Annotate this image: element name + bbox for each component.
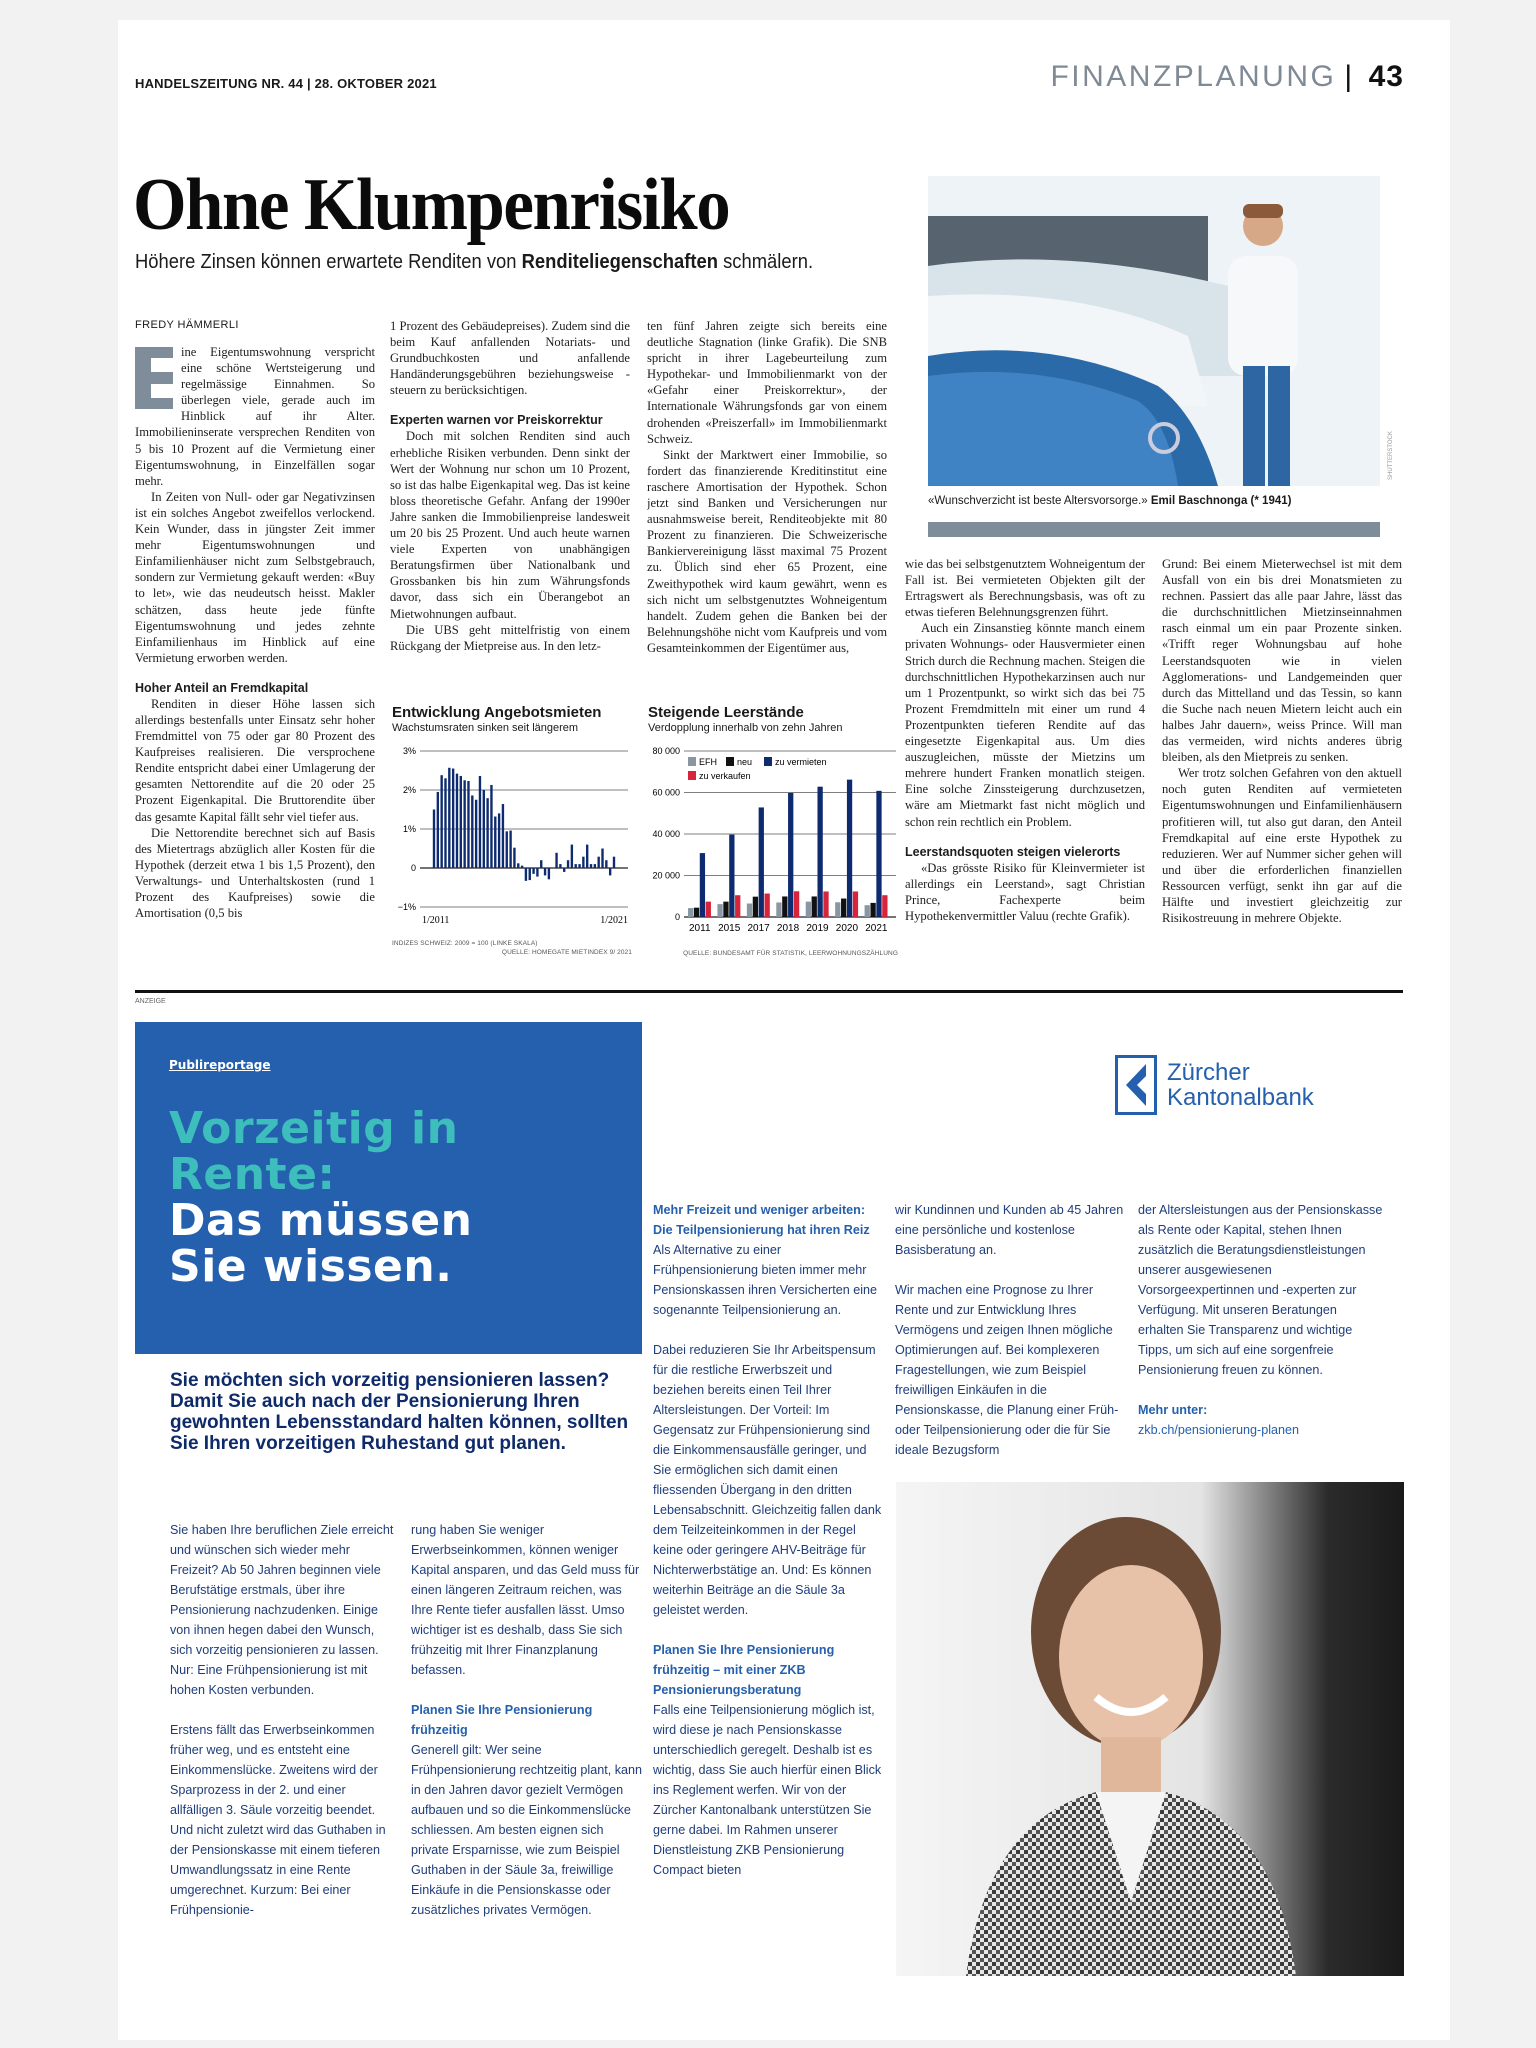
bar bbox=[490, 785, 492, 868]
byline: FREDY HÄMMERLI bbox=[135, 319, 239, 331]
bar bbox=[536, 868, 538, 877]
chart-title: Entwicklung Angebotsmieten bbox=[392, 704, 602, 721]
article-column-1 bbox=[135, 344, 375, 982]
bar bbox=[483, 790, 485, 868]
x-tick-label: 1/2011 bbox=[422, 915, 450, 926]
y-tick-label: 40 000 bbox=[652, 829, 680, 839]
bar bbox=[502, 804, 504, 868]
chart-note: INDIZES SCHWEIZ: 2009 = 100 (LINKE SKALA) bbox=[392, 940, 538, 947]
more-label: Mehr unter: bbox=[1138, 1403, 1208, 1417]
ad-column-5 bbox=[1138, 1200, 1383, 1440]
paragraph: Renditen in dieser Höhe lassen sich allerdings bestenfalls unter Einsatz sehr hoher Fremdmittel von 75 oder gar 80 Prozent des Kaufpreises realisieren. Die versprochene Rendite entspricht dabei einer Umlagerung der gesamten Nettorendite auf die 20 oder 25 Prozent Eigenkapital. Die Bruttorendite über das gesamte Kapital fällt sehr viel tiefer aus. bbox=[135, 696, 375, 824]
bar-zu-verkaufen bbox=[765, 894, 770, 917]
legend-swatch bbox=[688, 757, 696, 766]
bar bbox=[559, 864, 561, 868]
ad-headline-white bbox=[169, 1195, 473, 1292]
bar-neu bbox=[723, 902, 728, 917]
legend-label: zu vermieten bbox=[775, 757, 827, 767]
bar-zu-verkaufen bbox=[735, 895, 740, 917]
subheading: Planen Sie Ihre Pensionierung frühzeitig – mit einer ZKB Pensionierungsberatung bbox=[653, 1643, 835, 1697]
paragraph: ten fünf Jahren zeigte sich bereits eine deutliche Stagnation (linke Grafik). Die SNB spricht in ihrer Lagebeurteilung zum Hypothekar- und Immobilienmarkt von der «Gefahr einer Preiskorrektur», der Internationale Währungsfonds gar von einem drohenden «Preiszerfall» im Immobilienmarkt Schweiz. bbox=[647, 319, 887, 446]
ad-column-4 bbox=[895, 1200, 1127, 1460]
ad-headline-teal bbox=[169, 1103, 459, 1200]
bar-neu bbox=[694, 908, 699, 917]
bar bbox=[525, 868, 527, 881]
bar bbox=[467, 781, 469, 868]
x-tick-label: 2019 bbox=[806, 923, 829, 934]
ad-label: ANZEIGE bbox=[135, 998, 166, 1005]
legend-label: neu bbox=[737, 757, 753, 767]
bar bbox=[594, 864, 596, 868]
paragraph-text: ine Eigentumswohnung verspricht eine schöne Wertsteigerung und regelmässige Einnahmen. So überlegen viele, gerade auch im Hinblick auf ihr Alter. Immobilieninserate versprechen Renditen von 5 bis 10 Prozent auf die Vermietung einer Eigentumswohnung, in Einzelfällen sogar mehr. bbox=[135, 345, 375, 488]
paragraph: wie das bei selbstgenutztem Wohneigentum der Fall ist. Bei vermieteten Objekten gilt der Ertragswert als Berechnungsbasis, was oft zu etwas tieferen Belehnungsgrenzen führt. bbox=[905, 557, 1145, 620]
bar-neu bbox=[812, 896, 817, 917]
ad-column-2 bbox=[411, 1520, 643, 1920]
section-divider: | bbox=[1344, 60, 1355, 93]
subheading: Planen Sie Ihre Pensionierung frühzeitig bbox=[411, 1703, 593, 1737]
y-tick-label: 1% bbox=[402, 824, 416, 834]
paragraph: der Altersleistungen aus der Pensionskasse als Rente oder Kapital, stehen Ihnen zusätzlich die Beratungsdienstleistungen unserer ausgewiesenen Vorsorgeexpertinnen und -experten zur Verfügung. Mit unseren Beratungen erhalten Sie Transparenz und wichtige Tipps, um sich auf eine sorgenfreie Pensionierung freuen zu können. bbox=[1138, 1203, 1383, 1377]
ad-tag: Publireportage bbox=[169, 1058, 271, 1072]
x-tick-label: 2015 bbox=[718, 923, 741, 934]
chart-subtitle: Wachstumsraten sinken seit längerem bbox=[392, 722, 579, 734]
y-tick-label: 20 000 bbox=[652, 870, 680, 881]
decorative-bar bbox=[928, 522, 1380, 537]
bar-zu-vermieten bbox=[788, 793, 793, 917]
bar bbox=[456, 774, 458, 868]
bar bbox=[521, 866, 523, 868]
subheading: Leerstandsquoten steigen vielerorts bbox=[905, 844, 1121, 859]
bar bbox=[471, 795, 473, 868]
x-tick-label: 2018 bbox=[776, 923, 800, 934]
chart-plot bbox=[392, 741, 632, 937]
paragraph: rung haben Sie weniger Erwerbseinkommen, können weniger Kapital ansparen, und das Geld muss für einen längeren Zeitraum reichen, was Ihre Rente tiefer ausfallen lässt. Umso wichtiger ist es deshalb, dass Sie sich frühzeitig mit Ihrer Finanzplanung befassen. bbox=[411, 1523, 640, 1677]
bar bbox=[578, 864, 580, 868]
bar bbox=[567, 860, 569, 868]
subheading: Hoher Anteil an Fremdkapital bbox=[135, 680, 309, 695]
photo-caption bbox=[928, 494, 1380, 508]
article-column-4 bbox=[905, 556, 1145, 984]
bar bbox=[498, 813, 500, 868]
y-tick-label: 0 bbox=[674, 912, 680, 922]
bar-zu-verkaufen bbox=[794, 891, 799, 917]
bar-EFH bbox=[806, 902, 811, 917]
article-subhead bbox=[135, 250, 813, 274]
paragraph: Doch mit solchen Renditen sind auch erhebliche Risiken verbunden. Denn sinkt der Wert der Wohnung nur schon um 10 Prozent, so ist das halbe Eigenkapital weg. Das ist keine bloss theoretische Gefahr. Anfang der 1990er Jahre sanken die Immobilienpreise landesweit um 20 bis 25 Prozent. Und auch heute warnen viele Experten von unabhängigen Beratungsfirmen über Nationalbank und Grossbanken bis hin zum Währungsfonds davor, dass sich ein Überangebot an Mietwohnungen aufbaut. bbox=[390, 429, 630, 621]
paragraph: 1 Prozent des Gebäudepreises). Zudem sind die beim Kauf anfallenden Notariats- und Grundbuchkosten und anfallende Handänderungsgebühren beziehungsweise -steuern zu berücksichtigen. bbox=[390, 319, 630, 398]
paragraph: Grund: Bei einem Mieterwechsel ist mit dem Ausfall von ein bis drei Monatsmieten zu rechnen. Passiert das alle paar Jahre, lässt das die durchschnittlichen Mietzinseinnahmen rasch einmal um ein paar Prozente sinken. «Trifft reger Wohnungsbau auf hohe Leerstandsquoten wie in vielen Agglomerations- und Landgemeinden quer durch das Mittelland und das Tessin, so kann die Suche nach neuen Mietern leicht auch ein halbes Jahr dauern», weiss Prince. Will man das vermeiden, wird nichts anderes übrig bleiben, als den Mietpreis zu senken. bbox=[1162, 557, 1402, 765]
bar-zu-vermieten bbox=[876, 791, 881, 917]
bar bbox=[590, 864, 592, 868]
bar-zu-vermieten bbox=[817, 787, 822, 917]
headline-line: Das müssen bbox=[169, 1195, 473, 1246]
ad-headline-box bbox=[135, 1022, 642, 1354]
zkb-wordmark bbox=[1167, 1060, 1314, 1110]
bar bbox=[605, 860, 607, 868]
bar-zu-verkaufen bbox=[706, 902, 711, 917]
bar-zu-verkaufen bbox=[823, 891, 828, 917]
bar-zu-vermieten bbox=[759, 807, 764, 917]
bar-EFH bbox=[776, 902, 781, 917]
photo-illustration bbox=[928, 176, 1380, 486]
paragraph: Als Alternative zu einer Frühpensionierung bieten immer mehr Pensionskassen ihren Versicherten eine sogenannte Teilpensionierung an. bbox=[653, 1243, 878, 1317]
bar bbox=[548, 868, 550, 879]
bar bbox=[448, 768, 450, 868]
legend-label: zu verkaufen bbox=[699, 771, 751, 781]
y-tick-label: 80 000 bbox=[652, 746, 680, 756]
bar-EFH bbox=[747, 904, 752, 917]
article-headline: Ohne Klumpenrisiko bbox=[133, 164, 730, 246]
bar bbox=[609, 868, 611, 875]
bar bbox=[552, 868, 554, 869]
y-tick-label: 60 000 bbox=[652, 787, 680, 798]
paragraph: Die Nettorendite berechnet sich auf Basis des Mietertrags abzüglich aller Kosten für die Hypothek (derzeit etwa 1 bis 1,5 Prozent), den Verwaltungs- und Unterhaltskosten (rund 1 Prozent des Kaufpreises) sowie die Amortisation (0,5 bis bbox=[135, 825, 375, 921]
paragraph: «Das grösste Risiko für Kleinvermieter ist allerdings ein Leerstand», sagt Christian Prince, Fachexperte beim Hypothekenvermittler Valuu (rechte Grafik). bbox=[905, 860, 1145, 923]
legend-label: EFH bbox=[699, 757, 717, 767]
bar bbox=[601, 849, 603, 869]
headline-line: Vorzeitig in bbox=[169, 1103, 459, 1154]
bar-zu-vermieten bbox=[847, 780, 852, 917]
chart-leerstaende bbox=[648, 704, 898, 958]
bar bbox=[613, 857, 615, 868]
ad-lead: Sie möchten sich vorzeitig pensionieren lassen? Damit Sie auch nach der Pensionierung Ihren gewohnten Lebensstandard halten können, sollten Sie Ihren vorzeitigen Ruhestand gut planen. bbox=[170, 1370, 629, 1454]
bar bbox=[509, 831, 511, 868]
bar bbox=[460, 776, 462, 868]
bar bbox=[540, 860, 542, 868]
bar bbox=[529, 868, 531, 880]
paragraph: Wir machen eine Prognose zu Ihrer Rente und zur Entwicklung Ihres Vermögens und zeigen Ihnen mögliche Optimierungen auf. Bei komplexeren Fragestellungen, wie zum Beispiel freiwilligen Einkäufen in die Pensionskasse, die Planung einer Früh- oder Teilpensionierung oder die für Sie ideale Bezugsform bbox=[895, 1283, 1119, 1457]
bar-zu-verkaufen bbox=[853, 891, 858, 917]
bar-zu-verkaufen bbox=[882, 895, 887, 917]
masthead: HANDELSZEITUNG NR. 44 | 28. OKTOBER 2021 bbox=[135, 76, 437, 91]
bar bbox=[544, 868, 546, 875]
bar-zu-vermieten bbox=[700, 853, 705, 917]
y-tick-label: 2% bbox=[402, 785, 416, 795]
chart-subtitle: Verdopplung innerhalb von zehn Jahren bbox=[648, 722, 843, 734]
bar bbox=[582, 857, 584, 868]
section-divider-rule bbox=[135, 990, 1403, 993]
bar bbox=[506, 831, 508, 868]
legend-swatch bbox=[764, 757, 772, 766]
bar bbox=[437, 792, 439, 868]
bar-EFH bbox=[835, 902, 840, 917]
zkb-logo bbox=[1115, 1055, 1314, 1115]
bar bbox=[575, 864, 577, 868]
paragraph: Generell gilt: Wer seine Frühpensionierung rechtzeitig plant, kann in den Jahren davor gezielt Vermögen aufbauen und so die Einkommenslücke schliessen. Am besten eignen sich private Ersparnisse, wie zum Beispiel Guthaben in der Säule 3a, freiwillige Einkäufe in die Pensionskasse oder zusätzliches privates Vermögen. bbox=[411, 1743, 643, 1917]
woman-portrait-photo bbox=[896, 1482, 1404, 1976]
paragraph: Sie haben Ihre beruflichen Ziele erreicht und wünschen sich wieder mehr Freizeit? Ab 50 Jahren beginnen viele Berufstätige erstmals, über ihre Pensionierung nachzudenken. Einige von ihnen hegen dabei den Wunsch, sich vorzeitig pensionieren zu lassen. Nur: Eine Frühpensionierung ist mit hohen Kosten verbunden. bbox=[170, 1523, 394, 1697]
photo-credit: SHUTTERSTOCK bbox=[1388, 431, 1394, 480]
bar bbox=[532, 868, 534, 874]
bar-neu bbox=[841, 899, 846, 917]
brand-line: Kantonalbank bbox=[1167, 1084, 1314, 1111]
headline-line: Rente: bbox=[169, 1149, 336, 1200]
bar-neu bbox=[870, 903, 875, 917]
paragraph: Sinkt der Marktwert einer Immobilie, so fordert das finanzierende Kreditinstitut eine raschere Amortisation der Hypothek. Schon jetzt sind Banken und Versicherungen nur ausnahmsweise bereit, Renditeobjekte mit 80 Prozent zu finanzieren. Die Schweizerische Bankiervereinigung lässt maximal 75 Prozent zu. Üblich sind eher 65 Prozent, eine Zweithypothek wird kaum gewährt, wenn es sich nicht um selbstgenutztes Wohneigentum handelt. Zudem gehen die Banken bei der Belehnungshöhe nicht vom Kaufpreis und vom Gesamteinkommen der Eigentümer aus, bbox=[647, 447, 887, 655]
caption-author: Emil Baschnonga (* 1941) bbox=[1150, 495, 1292, 507]
bar-neu bbox=[753, 897, 758, 917]
section-header bbox=[1050, 60, 1404, 94]
page-number: 43 bbox=[1368, 60, 1404, 93]
bar bbox=[513, 848, 515, 868]
bar bbox=[444, 778, 446, 868]
paragraph: Erstens fällt das Erwerbseinkommen früher weg, und es entsteht eine Einkommenslücke. Zweitens wird der Sparprozess in der 2. und einer allfälligen 3. Säule vorzeitig beendet. Und nicht zuletzt wird das Guthaben in der Pensionskasse mit einem tieferen Umwandlungssatz in eine Rente umgerechnet. Kurzum: Bei einer Frühpensionie- bbox=[170, 1723, 386, 1917]
paragraph: Die UBS geht mittelfristig von einem Rückgang der Mietpreise aus. In den letz- bbox=[390, 622, 630, 653]
y-tick-label: 3% bbox=[402, 746, 416, 756]
bar bbox=[479, 776, 481, 868]
subhead-bold: Renditeliegenschaften bbox=[521, 251, 718, 273]
bar bbox=[555, 853, 557, 868]
bar-EFH bbox=[688, 908, 693, 917]
subhead-text-end: schmälern. bbox=[717, 251, 814, 273]
y-tick-label: 0 bbox=[410, 863, 416, 873]
brand-line: Zürcher bbox=[1167, 1059, 1250, 1086]
bar bbox=[571, 845, 573, 868]
x-tick-label: 2020 bbox=[835, 923, 859, 934]
subheading: Mehr Freizeit und weniger arbeiten: Die Teilpensionierung hat ihren Reiz bbox=[653, 1203, 870, 1237]
chart-source: QUELLE: HOMEGATE MIETINDEX 9/ 2021 bbox=[501, 949, 632, 956]
car-showroom-photo bbox=[928, 176, 1380, 486]
ad-column-3 bbox=[653, 1200, 885, 1880]
subheading: Experten warnen vor Preiskorrektur bbox=[390, 413, 603, 428]
bar bbox=[517, 863, 519, 868]
bar bbox=[475, 800, 477, 868]
headline-line: Sie wissen. bbox=[169, 1241, 453, 1292]
section-name: FINANZPLANUNG bbox=[1050, 60, 1337, 93]
chart-plot bbox=[648, 741, 898, 947]
bar bbox=[452, 769, 454, 868]
bar bbox=[486, 798, 488, 868]
x-tick-label: 2011 bbox=[689, 923, 711, 934]
legend-swatch bbox=[726, 757, 734, 766]
paragraph: Wer trotz solchen Gefahren von den aktuell noch guten Renditen auf vermieteten Eigentumswohnungen und Einfamilienhäusern profitieren will, tut also gut daran, den Anteil Fremdkapital auf eine erste Hypothek zu reduzieren. Wer auf Nummer sicher gehen will und über die erforderlichen finanziellen Ressourcen verfügt, senkt ihn gar auf die Hälfte und investiert gleichzeitig zur Risikostreuung in mehrere Objekte. bbox=[1162, 766, 1402, 926]
article-column-5 bbox=[1162, 556, 1402, 984]
paragraph: Dabei reduzieren Sie Ihr Arbeitspensum für die restliche Erwerbszeit und beziehen bereits einen Teil Ihrer Altersleistungen. Der Vorteil: Im Gegensatz zur Frühpensionierung sind die Einkommensausfälle geringer, und Sie ermöglichen sich damit einen fliessenden Übergang in den dritten Lebensabschnitt. Gleichzeitig fallen dank dem Teilzeiteinkommen in der Regel keine oder geringere AHV-Beiträge für Nichterwerbstätige an. Und: Es können weiterhin Beiträge an die Säule 3a geleistet werden. bbox=[653, 1343, 882, 1617]
bar-EFH bbox=[717, 904, 722, 917]
caption-quote: «Wunschverzicht ist beste Altersvorsorge.» bbox=[928, 495, 1151, 507]
bar bbox=[433, 810, 435, 869]
x-tick-label: 2021 bbox=[865, 923, 888, 934]
bar bbox=[440, 775, 442, 868]
article-column-3 bbox=[647, 318, 887, 696]
chart-title: Steigende Leerstände bbox=[648, 704, 804, 721]
subhead-text: Höhere Zinsen können erwartete Renditen von bbox=[135, 251, 522, 273]
y-tick-label: −1% bbox=[397, 902, 416, 912]
dropcap-e-icon bbox=[135, 347, 173, 409]
article-column-2 bbox=[390, 318, 630, 696]
legend-swatch bbox=[688, 771, 696, 780]
paragraph: In Zeiten von Null- oder gar Negativzinsen ist ein solches Angebot zweifellos verlockend. Kein Wunder, dass in jüngster Zeit immer mehr Eigentumswohnungen und Einfamilienhäuser nicht zum Selbstgebrauch, sondern zur Vermietung gekauft werden: «Buy to let», wie das neudeutsch heisst. Makler schätzen, dass heute jede fünfte Eigentumswohnung und jedes zehnte Einfamilienhaus im Hinblick auf eine Vermietung erworben werden. bbox=[135, 489, 375, 665]
chart-angebotsmieten bbox=[392, 704, 632, 957]
bar-EFH bbox=[865, 905, 870, 917]
bar bbox=[463, 780, 465, 868]
zkb-chevron-icon bbox=[1115, 1055, 1157, 1115]
bar bbox=[586, 845, 588, 868]
ad-column-1 bbox=[170, 1520, 400, 1920]
bar bbox=[494, 817, 496, 868]
bar-zu-vermieten bbox=[729, 835, 734, 917]
bar bbox=[563, 868, 565, 872]
chart-source: QUELLE: BUNDESAMT FÜR STATISTIK, LEERWOHNUNGSZÄHLUNG bbox=[683, 950, 898, 957]
x-tick-label: 1/2021 bbox=[600, 915, 628, 926]
paragraph bbox=[135, 344, 375, 489]
portrait-illustration bbox=[896, 1482, 1404, 1976]
paragraph: Auch ein Zinsanstieg könnte manch einem privaten Wohnungs- oder Hausvermieter einen Strich durch die Rechnung machen. Steigen die durchschnittlichen Hypothekarzinsen auch nur um 1 Prozentpunkt, so wirkt sich das bei 75 Prozent Fremdmitteln mit einer um rund 4 Prozentpunkten tieferen Rendite auf das eingesetzte Eigenkapital aus. Um dies auszugleichen, müsste der Mietzins um mehrere hundert Franken monatlich steigen. Eine solche Zinssteigerung durchzusetzen, wäre am Mietmarkt fast nicht möglich und schon rein rechtlich ein Problem. bbox=[905, 621, 1145, 829]
paragraph: wir Kundinnen und Kunden ab 45 Jahren eine persönliche und kostenlose Basisberatung an. bbox=[895, 1203, 1124, 1257]
zkb-link[interactable]: zkb.ch/pensionierung-planen bbox=[1138, 1423, 1300, 1437]
x-tick-label: 2017 bbox=[747, 923, 770, 934]
bar bbox=[597, 857, 599, 868]
paragraph: Falls eine Teilpensionierung möglich ist, wird diese je nach Pensionskasse unterschiedlich geregelt. Deshalb ist es wichtig, dass Sie auch hierfür einen Blick ins Reglement werfen. Wir von der Zürcher Kantonalbank unterstützen Sie gerne dabei. Im Rahmen unserer Dienstleistung ZKB Pensionierung Compact bieten bbox=[653, 1703, 882, 1877]
bar-neu bbox=[782, 896, 787, 917]
